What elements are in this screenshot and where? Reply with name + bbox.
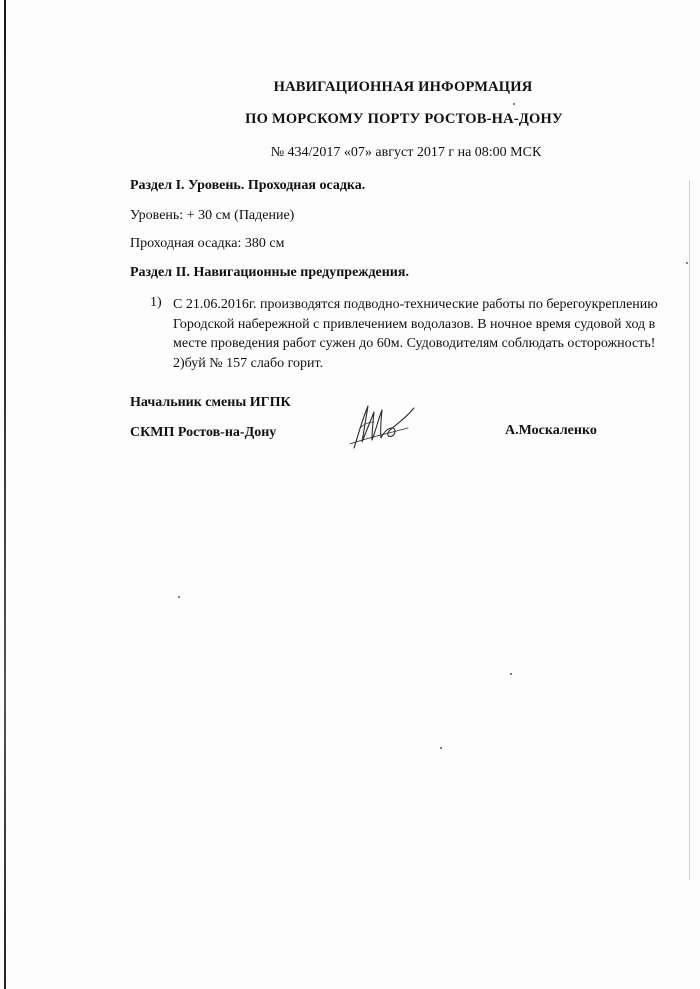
scan-speck xyxy=(686,262,688,264)
scan-speck xyxy=(440,747,442,749)
signer-position-line1: Начальник смены ИГПК xyxy=(130,395,291,410)
document-number: № 434/2017 «07» август 2017 г на 08:00 МСК xyxy=(270,145,542,160)
warning-line: Городской набережной с привлечением водолазов. В ночное время судовой ход в xyxy=(173,316,656,332)
passage-draft: Проходная осадка: 380 см xyxy=(130,236,285,251)
scan-speck xyxy=(513,103,515,105)
document-title-line2: ПО МОРСКОМУ ПОРТУ РОСТОВ-НА-ДОНУ xyxy=(245,111,563,127)
warning-item-marker: 1) xyxy=(150,295,162,310)
scan-speck xyxy=(178,596,180,598)
signer-position-line2: СКМП Ростов-на-Дону xyxy=(130,425,277,440)
scan-speck xyxy=(510,673,512,675)
handwritten-signature xyxy=(346,398,416,452)
scan-edge-right xyxy=(689,180,690,880)
water-level: Уровень: + 30 см (Падение) xyxy=(130,208,295,223)
warning-line: С 21.06.2016г. производятся подводно-технические работы по берегоукреплению xyxy=(173,297,658,312)
warning-line: месте проведения работ сужен до 60м. Судоводителям соблюдать осторожность! xyxy=(173,336,656,351)
section1-heading: Раздел I. Уровень. Проходная осадка. xyxy=(130,178,366,193)
signer-name: А.Москаленко xyxy=(505,423,597,438)
warning-item-text xyxy=(173,295,693,373)
warning-line: 2)буй № 157 слабо горит. xyxy=(173,355,324,371)
document-title-line1: НАВИГАЦИОННАЯ ИНФОРМАЦИЯ xyxy=(273,79,533,95)
section2-heading: Раздел II. Навигационные предупреждения. xyxy=(130,265,409,280)
